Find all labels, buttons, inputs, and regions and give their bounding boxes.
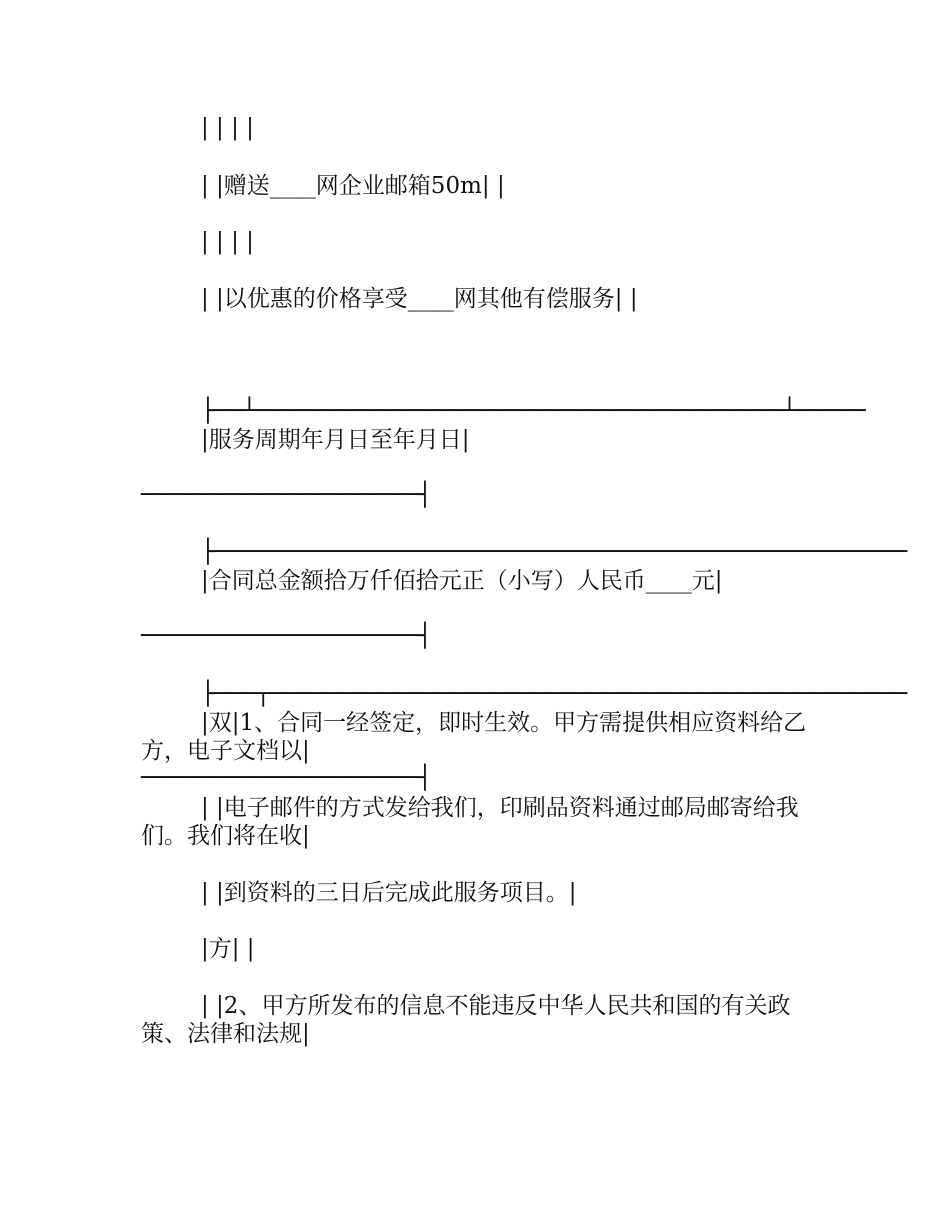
- table-row-party-label: |方| |: [201, 936, 255, 962]
- table-row-service-period: |服务周期年月日至年月日|: [201, 427, 470, 453]
- table-rule-2-row2: ────────────────────┤: [141, 623, 432, 649]
- table-row-clause-1: |双|1、合同一经签定，即时生效。甲方需提供相应资料给乙方，电子文档以|: [141, 710, 807, 764]
- table-row-empty-1: | | | |: [201, 115, 254, 141]
- table-row-contract-amount: |合同总金额拾万仟佰拾元正（小写）人民币____元|: [201, 568, 723, 594]
- table-rule-2-row1: ├──────────────────────────────────────────────────: [201, 539, 908, 565]
- table-row-free-email: | |赠送____网企业邮箱50m| |: [201, 173, 505, 199]
- table-rule-1-row2: ────────────────────┤: [141, 482, 432, 508]
- table-row-discount-services: | |以优惠的价格享受____网其他有偿服务| |: [201, 286, 638, 312]
- table-row-clause-2: | |2、甲方所发布的信息不能违反中华人民共和国的有关政策、法律和法规|: [141, 993, 791, 1047]
- table-rule-1-row1: ├──┴──────────────────────────────────────┴─────: [201, 398, 866, 424]
- table-row-empty-2: | | | |: [201, 229, 254, 255]
- table-row-clause-1-end: | |到资料的三日后完成此服务项目。|: [201, 880, 577, 906]
- table-rule-3-row1: ├───┬──────────────────────────────────────────────: [201, 681, 908, 707]
- table-row-clause-1-cont: | |电子邮件的方式发给我们，印刷品资料通过邮局邮寄给我们。我们将在收|: [141, 795, 799, 849]
- table-rule-3-row2: ────────────────────┤: [141, 765, 432, 791]
